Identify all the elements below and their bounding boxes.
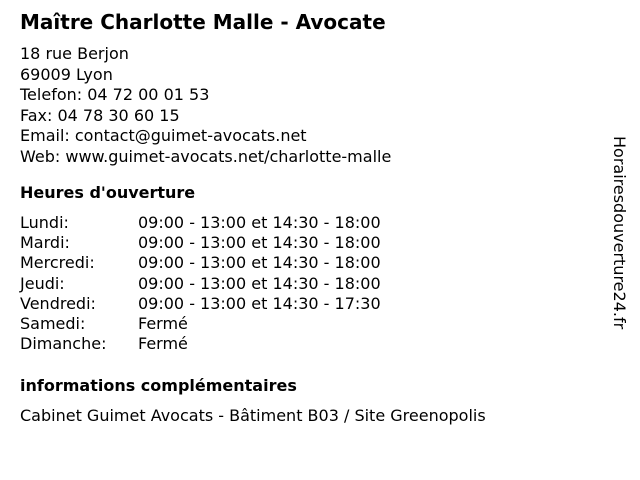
hours-value: Fermé [138, 334, 188, 354]
hours-row-lundi [20, 213, 600, 233]
opening-hours-table [20, 213, 600, 354]
hours-value: 09:00 - 13:00 et 14:30 - 18:00 [138, 213, 381, 232]
telefon-line: Telefon: 04 72 00 01 53 [20, 85, 210, 104]
day-label: Mercredi: [20, 253, 95, 273]
site-watermark: Horairesdouverture24.fr [610, 136, 629, 330]
page-title: Maître Charlotte Malle - Avocate [20, 10, 386, 34]
hours-row-jeudi [20, 274, 600, 294]
hours-row-mercredi [20, 253, 600, 273]
additional-info-text: Cabinet Guimet Avocats - Bâtiment B03 / Site Greenopolis [20, 406, 486, 426]
hours-value: 09:00 - 13:00 et 14:30 - 18:00 [138, 233, 381, 253]
hours-row-samedi [20, 314, 600, 334]
business-card [20, 10, 600, 426]
address-block [20, 44, 600, 167]
day-label: Lundi: [20, 213, 69, 232]
hours-row-vendredi [20, 294, 600, 314]
street-address: 18 rue Berjon [20, 44, 129, 63]
hours-value: 09:00 - 13:00 et 14:30 - 18:00 [138, 253, 381, 273]
day-label: Jeudi: [20, 273, 65, 293]
web-line: Web: www.guimet-avocats.net/charlotte-malle [20, 146, 392, 166]
hours-value: 09:00 - 13:00 et 14:30 - 17:30 [138, 293, 381, 313]
hours-row-mardi [20, 233, 600, 253]
email-line: Email: contact@guimet-avocats.net [20, 126, 307, 145]
hours-row-dimanche [20, 334, 600, 354]
opening-hours-title: Heures d'ouverture [20, 183, 196, 202]
fax-line: Fax: 04 78 30 60 15 [20, 105, 180, 125]
hours-value: Fermé [138, 314, 188, 334]
hours-value: 09:00 - 13:00 et 14:30 - 18:00 [138, 273, 381, 293]
day-label: Mardi: [20, 233, 70, 253]
city-address: 69009 Lyon [20, 64, 113, 84]
day-label: Vendredi: [20, 293, 96, 313]
additional-info-title: informations complémentaires [20, 376, 297, 396]
day-label: Dimanche: [20, 334, 107, 354]
day-label: Samedi: [20, 314, 86, 334]
